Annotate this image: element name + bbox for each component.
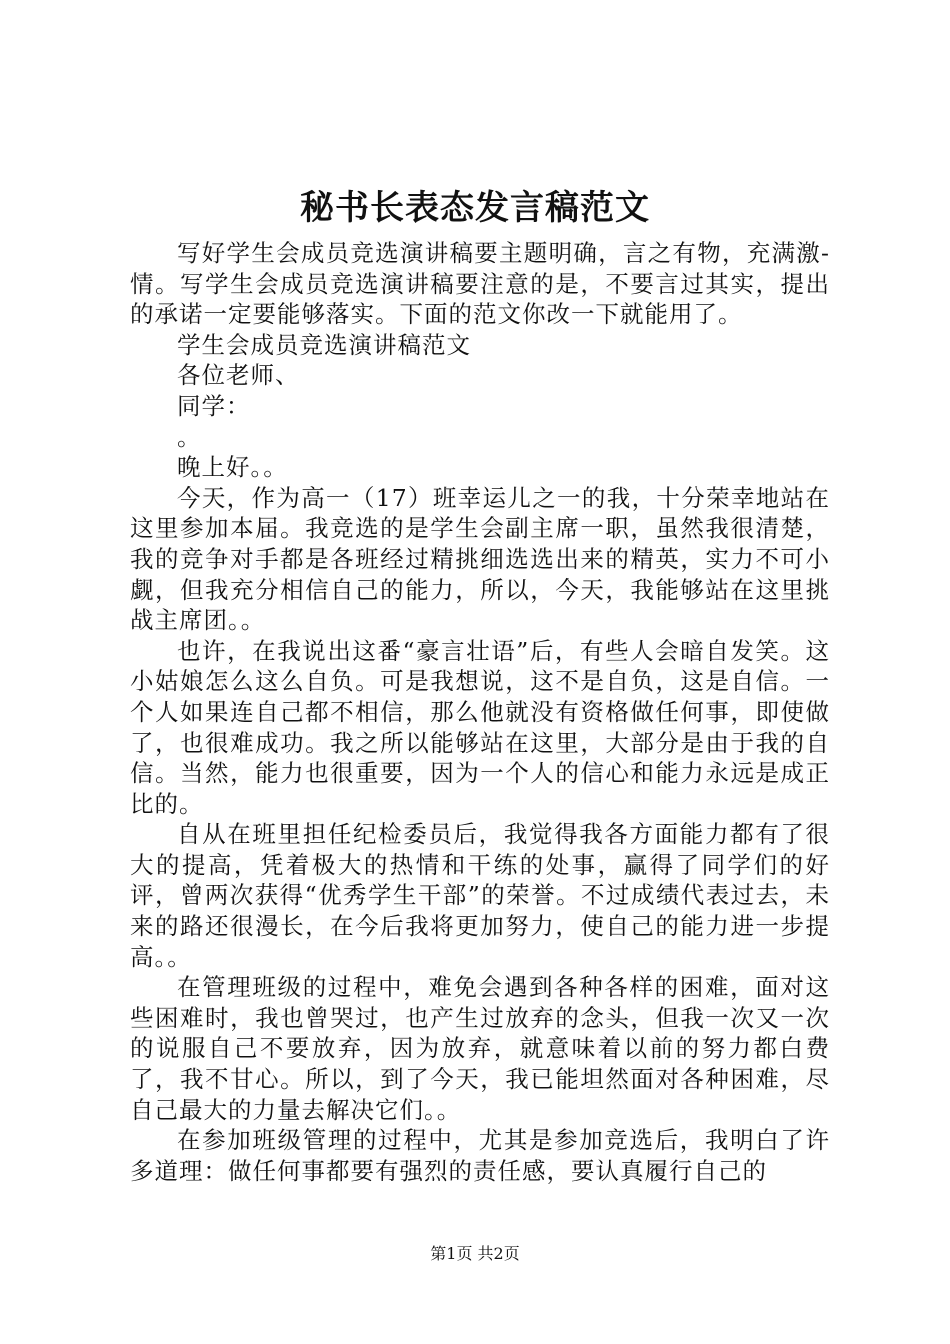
paragraph-body-1: 今天，作为高一（17）班幸运儿之一的我，十分荣幸地站在这里参加本届。我竞选的是学生会副主席一职，虽然我很清楚，我的竞争对手都是各班经过精挑细选选出来的精英，实力不可小觑，但我充分相信自己的能力，所以，今天，我能够站在这里挑战主席团。。 [130, 483, 830, 635]
paragraph-salutation-students: 同学： [177, 391, 251, 420]
paragraph-period: 。 [177, 422, 202, 451]
paragraph-subtitle: 学生会成员竞选演讲稿范文 [177, 330, 471, 359]
page-footer: 第1页 共2页 [430, 1244, 520, 1263]
paragraph-greeting: 晚上好。。 [177, 453, 288, 482]
paragraph-body-2: 也许，在我说出这番“豪言壮语”后，有些人会暗自发笑。这小姑娘怎么这么自负。可是我想说，这不是自负，这是自信。一个人如果连自己都不相信，那么他就没有资格做任何事，即使做了，也很难成功。我之所以能够站在这里，大部分是由于我的自信。当然，能力也很重要，因为一个人的信心和能力永远是成正比的。 [130, 636, 830, 818]
document-title: 秘书长表态发言稿范文 [300, 188, 650, 228]
paragraph-body-4: 在管理班级的过程中，难免会遇到各种各样的困难，面对这些困难时，我也曾哭过，也产生过放弃的念头，但我一次又一次的说服自己不要放弃，因为放弃，就意味着以前的努力都白费了，我不甘心。所以，到了今天，我已能坦然面对各种困难，尽自己最大的力量去解决它们。。 [130, 973, 830, 1124]
paragraph-body-3: 自从在班里担任纪检委员后，我觉得我各方面能力都有了很大的提高，凭着极大的热情和干练的处事，赢得了同学们的好评，曾两次获得“优秀学生干部”的荣誉。不过成绩代表过去，未来的路还很漫长，在今后我将更加努力，使自己的能力进一步提高。。 [130, 820, 830, 971]
document-body [130, 238, 830, 1186]
paragraph-salutation-teachers: 各位老师、 [177, 361, 300, 390]
paragraph-intro: 写好学生会成员竞选演讲稿要主题明确，言之有物，充满激-情。写学生会成员竞选演讲稿要注意的是，不要言过其实，提出的承诺一定要能够落实。下面的范文你改一下就能用了。 [130, 239, 830, 329]
paragraph-body-5: 在参加班级管理的过程中，尤其是参加竞选后，我明白了许多道理：做任何事都要有强烈的责任感，要认真履行自己的 [130, 1126, 830, 1185]
